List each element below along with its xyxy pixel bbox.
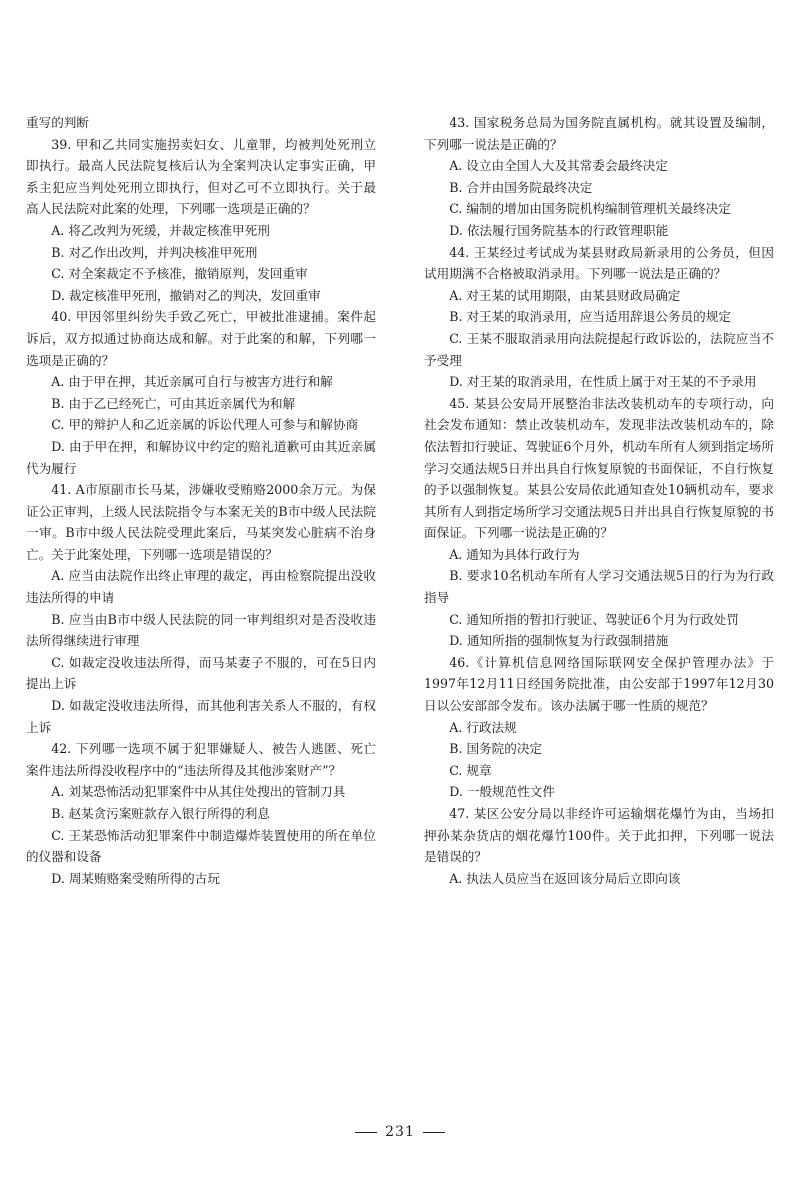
paragraph: B. 由于乙已经死亡，可由其近亲属代为和解: [51, 395, 296, 411]
paragraph: B. 应当由B市中级人民法院的同一审判组织对是否没收违法所得继续进行审理: [26, 611, 376, 649]
paragraph: B. 要求10名机动车所有人学习交通法规5日的行为为行政指导: [424, 568, 774, 606]
paragraph: D. 周某贿赂案受贿所得的古玩: [51, 870, 220, 886]
paragraph: C. 如裁定没收违法所得，而马某妻子不服的，可在5日内提出上诉: [26, 654, 376, 692]
paragraph: B. 对王某的取消录用，应当适用辞退公务员的规定: [449, 309, 731, 325]
paragraph: A. 由于甲在押，其近亲属可自行与被害方进行和解: [51, 374, 333, 390]
paragraph: A. 通知为具体行政行为: [449, 546, 580, 562]
footer-dash-right: [423, 1132, 445, 1133]
paragraph: A. 应当由法院作出终止审理的裁定，再由检察院提出没收违法所得的申请: [26, 568, 376, 606]
paragraph: C. 甲的辩护人和乙近亲属的诉讼代理人可参与和解协商: [51, 417, 359, 433]
paragraph: C. 王某不服取消录用向法院提起行政诉讼的，法院应当不予受理: [424, 330, 774, 368]
paragraph: 43. 国家税务总局为国务院直属机构。就其设置及编制，下列哪一说法是正确的？: [424, 115, 774, 152]
paragraph: A. 行政法规: [449, 719, 517, 735]
paragraph: A. 设立由全国人大及其常委会最终决定: [449, 158, 668, 174]
paragraph: 46.《计算机信息网络国际联网安全保护管理办法》于1997年12月11日经国务院批准，由公安部于1997年12月30日以公安部部令发布。该办法属于哪一性质的规范？: [424, 654, 774, 714]
paragraph: 重写的判断: [26, 115, 89, 130]
paragraph: A. 刘某恐怖活动犯罪案件中从其住处搜出的管制刀具: [51, 784, 346, 800]
paragraph: D. 通知所指的强制恢复为行政强制措施: [449, 633, 669, 649]
paragraph: 47. 某区公安分局以非经许可运输烟花爆竹为由，当场扣押孙某杂货店的烟花爆竹100件。关于此扣押，下列哪一说法是错误的？: [424, 806, 774, 865]
paragraph: B. 国务院的决定: [449, 741, 543, 757]
page-footer: [0, 1124, 800, 1140]
paragraph: C. 王某恐怖活动犯罪案件中制造爆炸装置使用的所在单位的仪器和设备: [26, 827, 376, 865]
paragraph: C. 编制的增加由国务院机构编制管理机关最终决定: [449, 201, 731, 217]
paragraph: D. 对王某的取消录用，在性质上属于对王某的不予录用: [449, 374, 757, 390]
paragraph: A. 对王某的试用期限，由某县财政局确定: [449, 287, 681, 303]
paragraph: 42. 下列哪一选项不属于犯罪嫌疑人、被告人逃匿、死亡案件违法所得没收程序中的“违法所得及其他涉案财产”？: [26, 741, 376, 778]
paragraph: 39. 甲和乙共同实施拐卖妇女、儿童罪，均被判处死刑立即执行。最高人民法院复核后认为全案判决认定事实正确，甲系主犯应当判处死刑立即执行，但对乙可不立即执行。关于最高人民法院对此案的处理，下列哪一选项是正确的？: [26, 136, 376, 217]
paragraph: 44. 王某经过考试成为某县财政局新录用的公务员，但因试用期满不合格被取消录用。下列哪一说法是正确的？: [424, 244, 774, 282]
paragraph: B. 赵某贪污案赃款存入银行所得的利息: [51, 806, 270, 821]
footer-dash-left: [355, 1132, 377, 1133]
paragraph: 40. 甲因邻里纠纷失手致乙死亡，甲被批准逮捕。案件起诉后，双方拟通过协商达成和解。对于此案的和解，下列哪一选项是正确的？: [26, 309, 376, 368]
left-column: [26, 112, 376, 889]
paragraph: D. 一般规范性文件: [449, 784, 555, 800]
right-column: [424, 112, 774, 889]
paragraph: C. 通知所指的暂扣行驶证、驾驶证6个月为行政处罚: [449, 611, 739, 627]
paragraph: C. 对全案裁定不予核准，撤销原判，发回重审: [51, 266, 308, 282]
paragraph: B. 合并由国务院最终决定: [449, 179, 593, 195]
paragraph: A. 将乙改判为死缓，并裁定核准甲死刑: [51, 222, 270, 238]
paragraph: D. 依法履行国务院基本的行政管理职能: [449, 222, 669, 238]
paragraph: D. 裁定核准甲死刑，撤销对乙的判决，发回重审: [51, 287, 321, 303]
paragraph: A. 执法人员应当在返回该分局后立即向该: [449, 870, 681, 886]
paragraph: C. 规章: [449, 762, 492, 778]
paragraph: B. 对乙作出改判，并判决核准甲死刑: [51, 244, 258, 260]
page-number: 231: [385, 1124, 415, 1140]
paragraph: 45. 某县公安局开展整治非法改装机动车的专项行动，向社会发布通知：禁止改装机动车，发现非法改装机动车的，除依法暂扣行驶证、驾驶证6个月外，机动车所有人须到指定场所学习交通法规5日并出具自行恢复原貌的书面保证，不自行恢复的予以强制恢复。某县公安局依此通知查处10辆机动车，要求其所有人到指定场所学习交通法规5日并出具自行恢复原貌的书面保证。下列哪一说法是正确的？: [424, 395, 774, 541]
paragraph: D. 如裁定没收违法所得，而其他利害关系人不服的，有权上诉: [26, 698, 376, 735]
paragraph: 41. A市原副市长马某，涉嫌收受贿赂2000余万元。为保证公正审判，上级人民法院指令与本案无关的B市中级人民法院一审。B市中级人民法院受理此案后，马某突发心脏病不治身亡。关于此案处理，下列哪一选项是错误的？: [26, 482, 376, 562]
paragraph: D. 由于甲在押，和解协议中约定的赔礼道歉可由其近亲属代为履行: [26, 438, 376, 476]
